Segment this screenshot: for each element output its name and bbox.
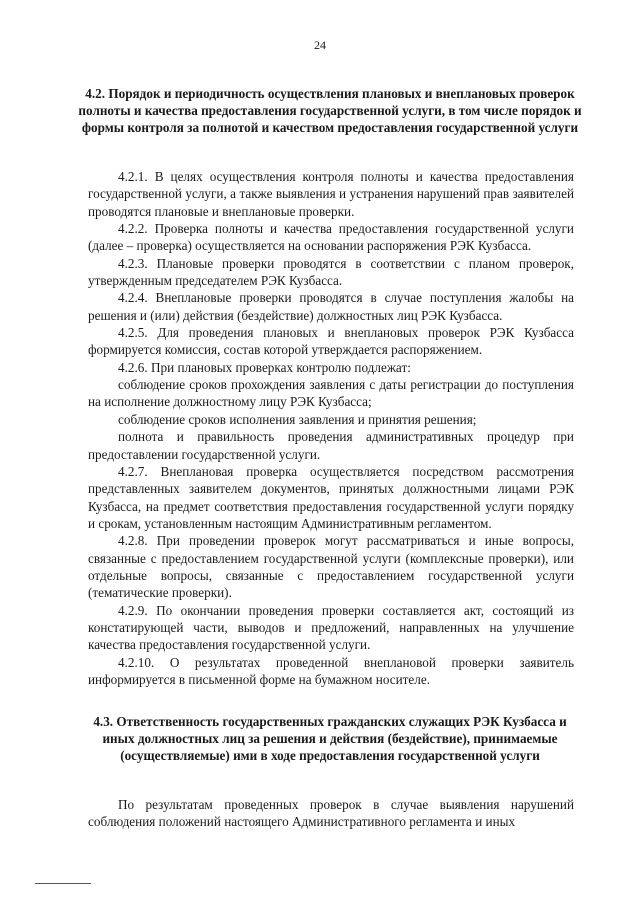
paragraph-4-2-6-item-2: соблюдение сроков исполнения заявления и принятия решения;	[118, 411, 477, 427]
section-body-4-3	[88, 796, 574, 831]
paragraph-4-2-6-item-1: соблюдение сроков прохождения заявления с даты регистрации до поступления на исполнение должностному лицу РЭК Кузбасса;	[88, 377, 574, 410]
paragraph-4-2-4: 4.2.4. Внеплановые проверки проводятся в случае поступления жалобы на решения и (или) действия (бездействие) должностных лиц РЭК Кузбасса.	[88, 290, 574, 323]
paragraph-4-2-3: 4.2.3. Плановые проверки проводятся в соответствии с планом проверок, утвержденным председателем РЭК Кузбасса.	[88, 255, 574, 289]
section-heading-4-3: 4.3. Ответственность государственных гражданских служащих РЭК Кузбасса и иных должностных лиц за решения и действия (бездействие), принимаемые (осуществляемые) ими в ходе предоставления государственной услуги	[93, 714, 567, 764]
paragraph-4-2-2: 4.2.2. Проверка полноты и качества предоставления государственной услуги (далее – проверка) осуществляется на основании распоряжения РЭК Кузбасса.	[88, 221, 574, 254]
paragraph-4-2-8: 4.2.8. При проведении проверок могут рассматриваться и иные вопросы, связанные с предоставлением государственной услуги (комплексные проверки), или отдельные вопросы, связанные с предоставлением государственной услуги (тематические проверки).	[88, 533, 574, 601]
section-heading-4-2: 4.2. Порядок и периодичность осуществления плановых и внеплановых проверок полноты и качества предоставления государственной услуги, в том числе порядок и формы контроля за полнотой и качеством предоставления государственной услуги	[78, 86, 582, 136]
paragraph-4-2-9: 4.2.9. По окончании проведения проверки составляется акт, состоящий из констатирующей части, выводов и предложений, направленных на улучшение качества предоставления государственной услуги.	[88, 602, 574, 653]
section-body-4-2	[88, 168, 574, 688]
page-number: 24	[314, 38, 326, 52]
paragraph-4-2-6-item-3: полнота и правильность проведения административных процедур при предоставлении государственной услуги.	[88, 429, 574, 462]
paragraph-4-2-6: 4.2.6. При плановых проверках контролю подлежат:	[118, 359, 411, 375]
paragraph-4-2-5: 4.2.5. Для проведения плановых и внеплановых проверок РЭК Кузбасса формируется комиссия, состав которой утверждается распоряжением.	[88, 325, 574, 358]
paragraph-4-2-7: 4.2.7. Внеплановая проверка осуществляется посредством рассмотрения представленных заявителем документов, принятых должностными лицами РЭК Кузбасса, на предмет соответствия предоставления государственной услуги порядку и срокам, установленным настоящим Административным регламентом.	[88, 463, 574, 531]
footer-rule	[35, 883, 91, 884]
paragraph-4-3-1: По результатам проведенных проверок в случае выявления нарушений соблюдения положений настоящего Административного регламента и иных	[88, 797, 574, 830]
paragraph-4-2-1: 4.2.1. В целях осуществления контроля полноты и качества предоставления государственной услуги, а также выявления и устранения нарушений прав заявителей проводятся плановые и внеплановые проверки.	[88, 169, 574, 219]
paragraph-4-2-10: 4.2.10. О результатах проведенной внеплановой проверки заявитель информируется в письменной форме на бумажном носителе.	[88, 654, 574, 687]
